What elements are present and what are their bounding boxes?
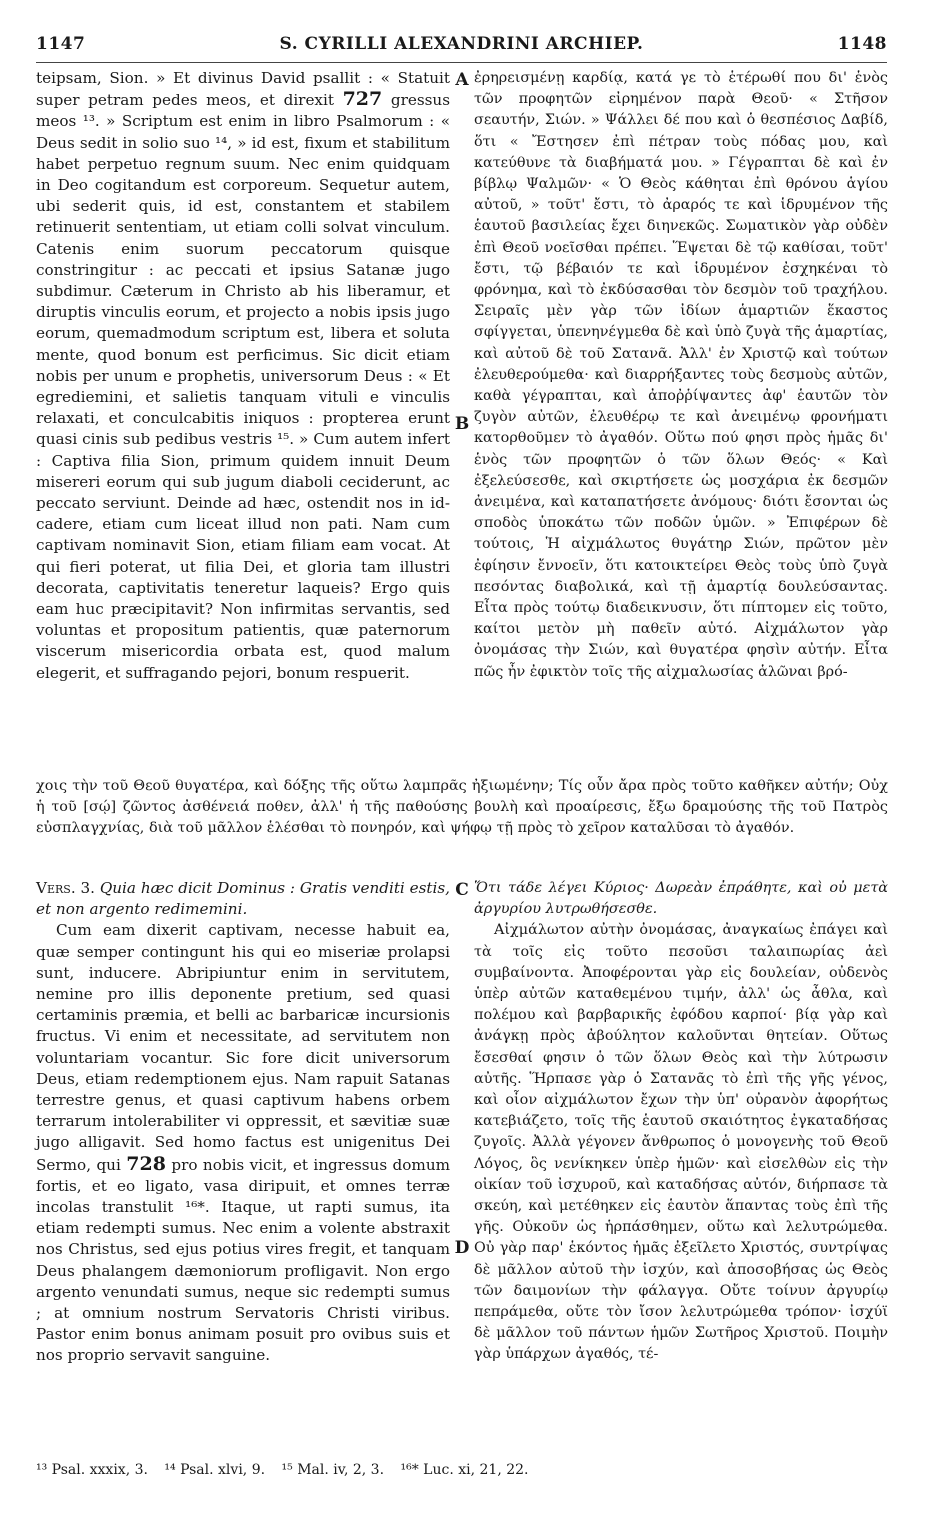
footnote: ¹⁵ Mal. iv, 2, 3. — [281, 1462, 385, 1478]
running-title: S. CYRILLI ALEXANDRINI ARCHIEP. — [279, 34, 644, 54]
footnotes — [36, 1462, 887, 1478]
margin-letter-a: A — [455, 70, 469, 90]
margin-letter-d: D — [454, 1238, 470, 1258]
latin-paragraph — [36, 68, 450, 684]
verse-text: Quia hæc dicit Dominus : Gratis venditi estis, et non argento redimemini. — [36, 879, 450, 919]
verse-heading — [36, 878, 450, 920]
greek-paragraph: χοις τὴν τοῦ Θεοῦ θυγατέρα, καὶ δόξης τῆς οὕτω λαμπρᾶς ἠξιωμένην; Τίς οὖν ἄρα πρὸς τοῦτο καθῆκεν αὐτήν; Οὐχ ἡ τοῦ [σῴ] ζῶντος ἀσθένειά ποθεν, ἀλλ' ἡ τῆς παθούσης βουλὴ καὶ προαίρεσις, ἔξω δραμούσης τῆς τοῦ Πατρὸς εὐσπλαγχνίας, διὰ τοῦ μᾶλλον ἑλέσθαι τὸ πονηρόν, καὶ ψήφῳ τῇ πρὸς τὸ χεῖρον καταλῦσαι τὸ ἀγαθόν. — [36, 778, 888, 837]
verse-label: Vers. 3. — [36, 879, 95, 897]
latin-column-upper — [36, 68, 450, 684]
greek-column-upper — [474, 68, 888, 683]
margin-letter-b: B — [454, 414, 470, 434]
footnote: ¹⁶* Luc. xi, 21, 22. — [400, 1462, 529, 1478]
greek-lemma: Ὅτι τάδε λέγει Κύριος· Δωρεὰν ἐπράθητε, καὶ οὐ μετὰ ἀργυρίου λυτρωθήσεσθε. — [474, 880, 888, 918]
latin-text: pro nobis vicit, et ingressus domum fortis, et eo ligato, vasa diripuit, et omnes terræ incolas transtulit ¹⁶*. Itaque, ut rapti sumus, ita etiam redempti sumus. Nec enim a volente abstraxit nos Christus, sed ejus potius vires fregit, et tanquam Deus phalangem dæmoniorum profligavit. Non ergo argento venundati sumus, neque sic redempti sumus ; at omnium nostrum Servatoris Christi viribus. Pastor enim bonus animam posuit pro ovibus suis et nos proprio servavit sanguine. — [36, 1155, 451, 1365]
latin-text: Cum eam dixerit captivam, necesse habuit ea, quæ semper contingunt his qui eo miseriæ prolapsi sunt, inducere. Abripiuntur enim in servitutem, nemine pro illis deponente pretium, sed quasi certaminis præmia, et belli ac barbaricæ incursionis fructus. Vi enim et necessitate, ad servitutem non voluntariam vocantur. Sic fore dicit universorum Deus, etiam redemptionem ejus. Nam rapuit Satanas terrestre genus, et quasi captivum habens orbem terrarum intolerabiliter vi oppressit, et sævitiæ suæ jugo alligavit. Sed homo factus est unigenitus Dei Sermo, qui — [36, 921, 450, 1174]
latin-column-lower — [36, 878, 450, 1367]
greek-paragraph: ἐρηρεισμένῃ καρδίᾳ, κατά γε τὸ ἑτέρωθί που δι' ἑνὸς τῶν προφητῶν εἰρημένον παρὰ Θεοῦ· « Στῆσον σεαυτήν, Σιών. » Ψάλλει δέ που καὶ ὁ θεσπέσιος Δαβίδ, ὅτι « Ἔστησεν ἐπὶ πέτραν τοὺς πόδας μου, καὶ κατεύθυνε τὰ διαβήματά μου. » Γέγραπται δὲ καὶ ἐν βίβλῳ Ψαλμῶν· « Ὁ Θεὸς κάθηται ἐπὶ θρόνου ἁγίου αὐτοῦ, » τοῦτ' ἔστι, τὸ ἀραρός τε καὶ ἱδρυμένον τῆς ἑαυτοῦ βασιλείας ἔχει διηνεκῶς. Σωματικὸν γὰρ οὐδὲν ἐπὶ Θεοῦ νοεῖσθαι πρέπει. Ἕψεται δὲ τῷ καθίσαι, τοῦτ' ἔστι, τῷ βέβαιόν τε καὶ ἱδρυμένον ἐσχηκέναι τὸ φρόνημα, καὶ τὸ ἐκδύσασθαι τὸν δεσμὸν τοῦ τραχήλου. Σειραῖς μὲν γὰρ τῶν ἰδίων ἁμαρτιῶν ἕκαστος σφίγγεται, ὑπενηνέγμεθα δὲ καὶ ὑπὸ ζυγὰ τῆς ἁμαρτίας, καὶ αὐτοῦ δὲ τοῦ Σατανᾶ. Ἀλλ' ἐν Χριστῷ καὶ τούτων ἐλευθερούμεθα· καὶ διαρρήξαντες τοὺς δεσμοὺς αὐτῶν, καθὰ γέγραπται, καὶ ἀποῤῥίψαντες ἀφ' ἑαυτῶν τὸν ζυγὸν αὐτῶν, ἐλευθέρῳ τε καὶ ἀνειμένῳ φρονήματι κατορθοῦμεν τὸ ἀγαθόν. Οὕτω πού φησι πρὸς ἡμᾶς δι' ἑνὸς τῶν προφητῶν ὁ τῶν ὅλων Θεός· « Καὶ ἐξελεύσεσθε, καὶ σκιρτήσετε ὡς μοσχάρια ἐκ δεσμῶν ἀνειμένα, καὶ καταπατήσετε ἀνόμους· διότι ἔσονται ὡς σποδὸς ὑποκάτω τῶν ποδῶν ὑμῶν. » Ἐπιφέρων δὲ τούτοις, Ἡ αἰχμάλωτος θυγάτηρ Σιών, πρῶτον μὲν ἐφίησιν ἔννοεῖν, ὅτι κατοικτείρει Θεὸς τοὺς ὑπὸ ζυγὰ πεσόντας διαβολικά, καὶ τῇ ἁμαρτίᾳ δουλεύσαντας. Εἶτα πρὸς τούτῳ διαδεικνυσιν, ὅτι πίπτομεν εἰς τοῦτο, καίτοι μετὸν μὴ παθεῖν αὐτό. Αἰχμάλωτον γὰρ ὀνομάσας τὴν Σιών, καὶ θυγατέρα φησὶν αὐτήν. Εἶτα πῶς ἦν ἐφικτὸν τοῖς τῆς αἰχμαλωσίας ἁλῶναι βρό- — [474, 70, 888, 680]
migne-column-marker: 727 — [342, 88, 383, 111]
greek-spanning-text — [36, 776, 888, 840]
column-number-left: 1147 — [36, 34, 86, 54]
greek-paragraph: Αἰχμάλωτον αὐτὴν ὀνομάσας, ἀναγκαίως ἐπάγει καὶ τὰ τοῖς εἰς τοῦτο πεσοῦσι ταλαιπωρίας ἀεὶ συμβαίνοντα. Ἀποφέρονται γὰρ εἰς δουλείαν, οὐδενὸς ὑπὲρ αὐτῶν καταθεμένου τιμήν, ἀλλ' ὡς ἆθλα, καὶ πολέμου καὶ βαρβαρικῆς ἐφόδου καρποί· βίᾳ γὰρ καὶ ἀνάγκῃ πρὸς ἀβούλητον καλοῦνται θητείαν. Οὕτως ἔσεσθαί φησιν ὁ τῶν ὅλων Θεὸς καὶ τὴν λύτρωσιν αὐτῆς. Ἥρπασε γὰρ ὁ Σατανᾶς τὸ ἐπὶ τῆς γῆς γένος, καὶ οἷον αἰχμάλωτον ἔχων τὴν ὑπ' οὐρανὸν ἀφορήτως κατεβιάζετο, τοῖς τῆς ἑαυτοῦ σκαιότητος ἐγκαταδήσας ζυγοῖς. Ἀλλὰ γέγονεν ἄνθρωπος ὁ μονογενὴς τοῦ Θεοῦ Λόγος, ὃς νενίκηκεν ὑπὲρ ἡμῶν· καὶ εἰσελθὼν εἰς τὴν οἰκίαν τοῦ ἰσχυροῦ, καὶ καταδήσας αὐτόν, διήρπασε τὰ σκεύη, καὶ μετέθηκεν εἰς ἑαυτὸν ἅπαντας τοὺς ἐπὶ τῆς γῆς. Οὐκοῦν ὡς ἡρπάσθημεν, οὕτω καὶ λελυτρώμεθα. Οὐ γὰρ παρ' ἑκόντος ἡμᾶς ἐξεῖλετο Χριστός, συντρίψας δὲ μᾶλλον αὐτοῦ τὴν ἰσχύν, καὶ ἀποσοβήσας ὡς Θεὸς τῶν δαιμονίων τὴν φάλαγγα. Οὔτε τοίνυν ἀργυρίῳ πεπράμεθα, οὔτε τὸν ἴσον λελυτρώμεθα τρόπον· ἰσχύϊ δὲ μᾶλλον τοῦ πάντων ἡμῶν Σωτῆρος Χριστοῦ. Ποιμὴν γὰρ ὑπάρχων ἀγαθός, τέ- — [474, 922, 888, 1363]
footnote: ¹⁴ Psal. xlvi, 9. — [164, 1462, 266, 1478]
latin-text: teipsam, Sion. » Et divinus David psallit : « Statuit super petram pedes meos, et direxit — [36, 69, 450, 110]
margin-letter-c: C — [455, 880, 469, 900]
footnote: ¹³ Psal. xxxix, 3. — [36, 1462, 148, 1478]
latin-text: gressus meos ¹³. » Scriptum est enim in libro Psalmorum : « Deus sedit in solio suo ¹⁴, » id est, fixum et stabilitum habet perpetuo regnum suum. Nec enim quidquam in Deo cogitandum est corporeum. Sequetur autem, ubi sederit quis, id est, constantem et stabilem retinuerit sententiam, ut etiam colli solvat vinculum. Catenis enim suorum peccatorum quisque constringitur : ac peccati et ipsius Satanæ jugo subdimur. Cæterum in Christo ab his liberamur, et diruptis vinculis eorum, et projecto a nobis ipsis jugo eorum, quemadmodum scriptum est, libera et soluta mente, quod bonum est perficimus. Sic dicit etiam nobis per unum e prophetis, universorum Deus : « Et egrediemini, et salietis tanquam vituli e vinculis relaxati, et conculcabitis iniquos : propterea erunt quasi cinis sub pedibus vestris ¹⁵. » Cum autem infert : Captiva filia Sion, primum quidem innuit Deum misereri eorum qui sub jugum diaboli ceciderunt, ac peccato serviunt. Deinde ad hæc, ostendit nos in id- cadere, etiam cum liceat illud non pati. Nam cum captivam nominavit Sion, etiam filiam eam vocat. At qui fieri poterat, ut filia Dei, et gloria tam illustri decorata, captivitatis teneretur laqueis? Ergo quis eam huc præcipitavit? Non infirmitas servantis, sed voluntas et propositum patientis, quæ paternorum viscerum misericordia orbata est, quod malum elegerit, et suffragando pejori, bonum respuerit. — [36, 91, 450, 682]
column-number-right: 1148 — [837, 34, 887, 54]
header-rule — [36, 62, 887, 63]
latin-paragraph — [36, 920, 450, 1366]
greek-column-lower — [474, 878, 888, 1366]
migne-column-marker: 728 — [126, 1152, 166, 1175]
page-header — [36, 34, 887, 58]
